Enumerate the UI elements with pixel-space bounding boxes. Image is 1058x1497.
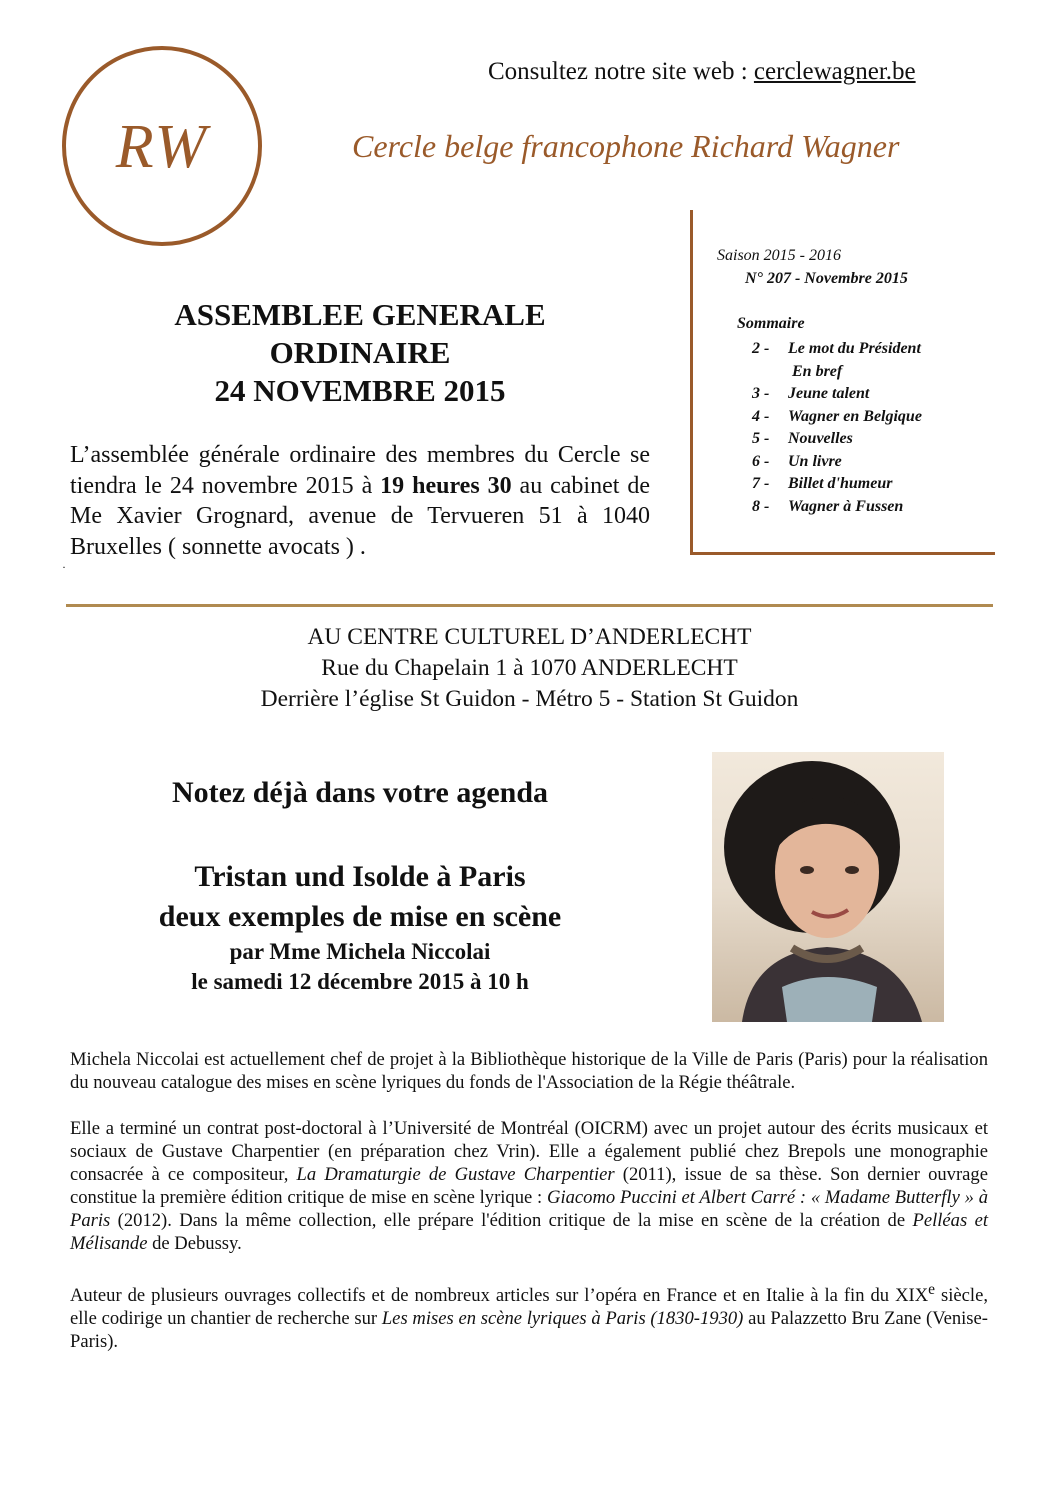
speaker-portrait <box>712 752 944 1022</box>
summary-item: 8 - Wagner à Fussen <box>752 497 904 515</box>
summary-item: 6 - Un livre <box>752 452 842 470</box>
assembly-text: L’assemblée générale ordinaire des membres du Cercle se tiendra le 24 novembre 2015 à 19 heures 30 au cabinet de Me Xavier Grognard, avenue de Tervueren 51 à 1040 Bruxelles ( sonnette avocats ) . <box>70 442 651 560</box>
bio-paragraph-2: Elle a terminé un contrat post-doctoral à l’Université de Montréal (OICRM) avec un projet autour des écrits musicaux et sociaux de Gustave Charpentier (en préparation chez Vrin). Elle a également publié chez Brepols une monographie consacrée à ce compositeur, La Dramaturgie de Gustave Charpentier (2011), issue de sa thèse. Son dernier ouvrage constitue la première édition critique de mise en scène lyrique : Giacomo Puccini et Albert Carré : « Madame Butterfly » à Paris (2012). Dans la même collection, elle prépare l'édition critique de la mise en scène de la création de Pelléas et Mélisande de Debussy. <box>70 1118 989 1254</box>
agenda-heading: Notez déjà dans votre agenda <box>171 776 549 809</box>
summary-item: 4 - Wagner en Belgique <box>752 407 922 425</box>
summary-item: 3 - Jeune talent <box>752 385 870 402</box>
bio-text <box>70 1048 988 1376</box>
summary-item: En bref <box>792 362 843 380</box>
venue-line1: AU CENTRE CULTUREL D’ANDERLECHT <box>307 624 752 650</box>
summary-item: 5 - Nouvelles <box>752 430 853 447</box>
venue-line2: Rue du Chapelain 1 à 1070 ANDERLECHT <box>321 655 738 681</box>
bio-paragraph-3: Auteur de plusieurs ouvrages collectifs et de nombreux articles sur l’opéra en France et en Italie à la fin du XIXe siècle, elle codirige un chantier de recherche sur Les mises en scène lyriques à Paris (1830-1930) au Palazzetto Bru Zane (Venise-Paris). <box>70 1281 988 1353</box>
venue-line3: Derrière l’église St Guidon - Métro 5 - Station St Guidon <box>260 686 799 712</box>
website-prefix: Consultez notre site web : <box>488 58 754 85</box>
summary-item: 2 - Le mot du Président <box>752 340 921 357</box>
bio-paragraph-1: Michela Niccolai est actuellement chef de projet à la Bibliothèque historique de la Ville de Paris (Paris) pour la réalisation du nouveau catalogue des mises en scène lyriques du fonds de l'Association de la Régie théâtrale. <box>70 1049 988 1093</box>
venue <box>66 622 993 715</box>
logo <box>62 46 262 246</box>
logo-text: RW <box>115 113 209 181</box>
summary-list <box>752 338 922 518</box>
summary-item: 7 - Billet d'humeur <box>752 475 893 492</box>
issue-number: N° 207 - Novembre 2015 <box>745 270 908 287</box>
club-name: Cercle belge francophone Richard Wagner <box>352 128 900 164</box>
season: Saison 2015 - 2016 <box>717 247 841 264</box>
assembly-title: ASSEMBLEE GENERALE ORDINAIRE 24 NOVEMBRE 2015 <box>174 297 546 408</box>
website-link[interactable]: cerclewagner.be <box>753 58 916 85</box>
summary-title: Sommaire <box>737 315 805 332</box>
divider <box>66 604 993 607</box>
speaker-photo <box>712 752 944 1022</box>
website-line <box>488 58 916 86</box>
event-block: Tristan und Isolde à Paris deux exemples de mise en scène par Mme Michela Niccolai le samedi 12 décembre 2015 à 10 h <box>158 860 562 994</box>
dot-mark: · <box>62 560 66 574</box>
